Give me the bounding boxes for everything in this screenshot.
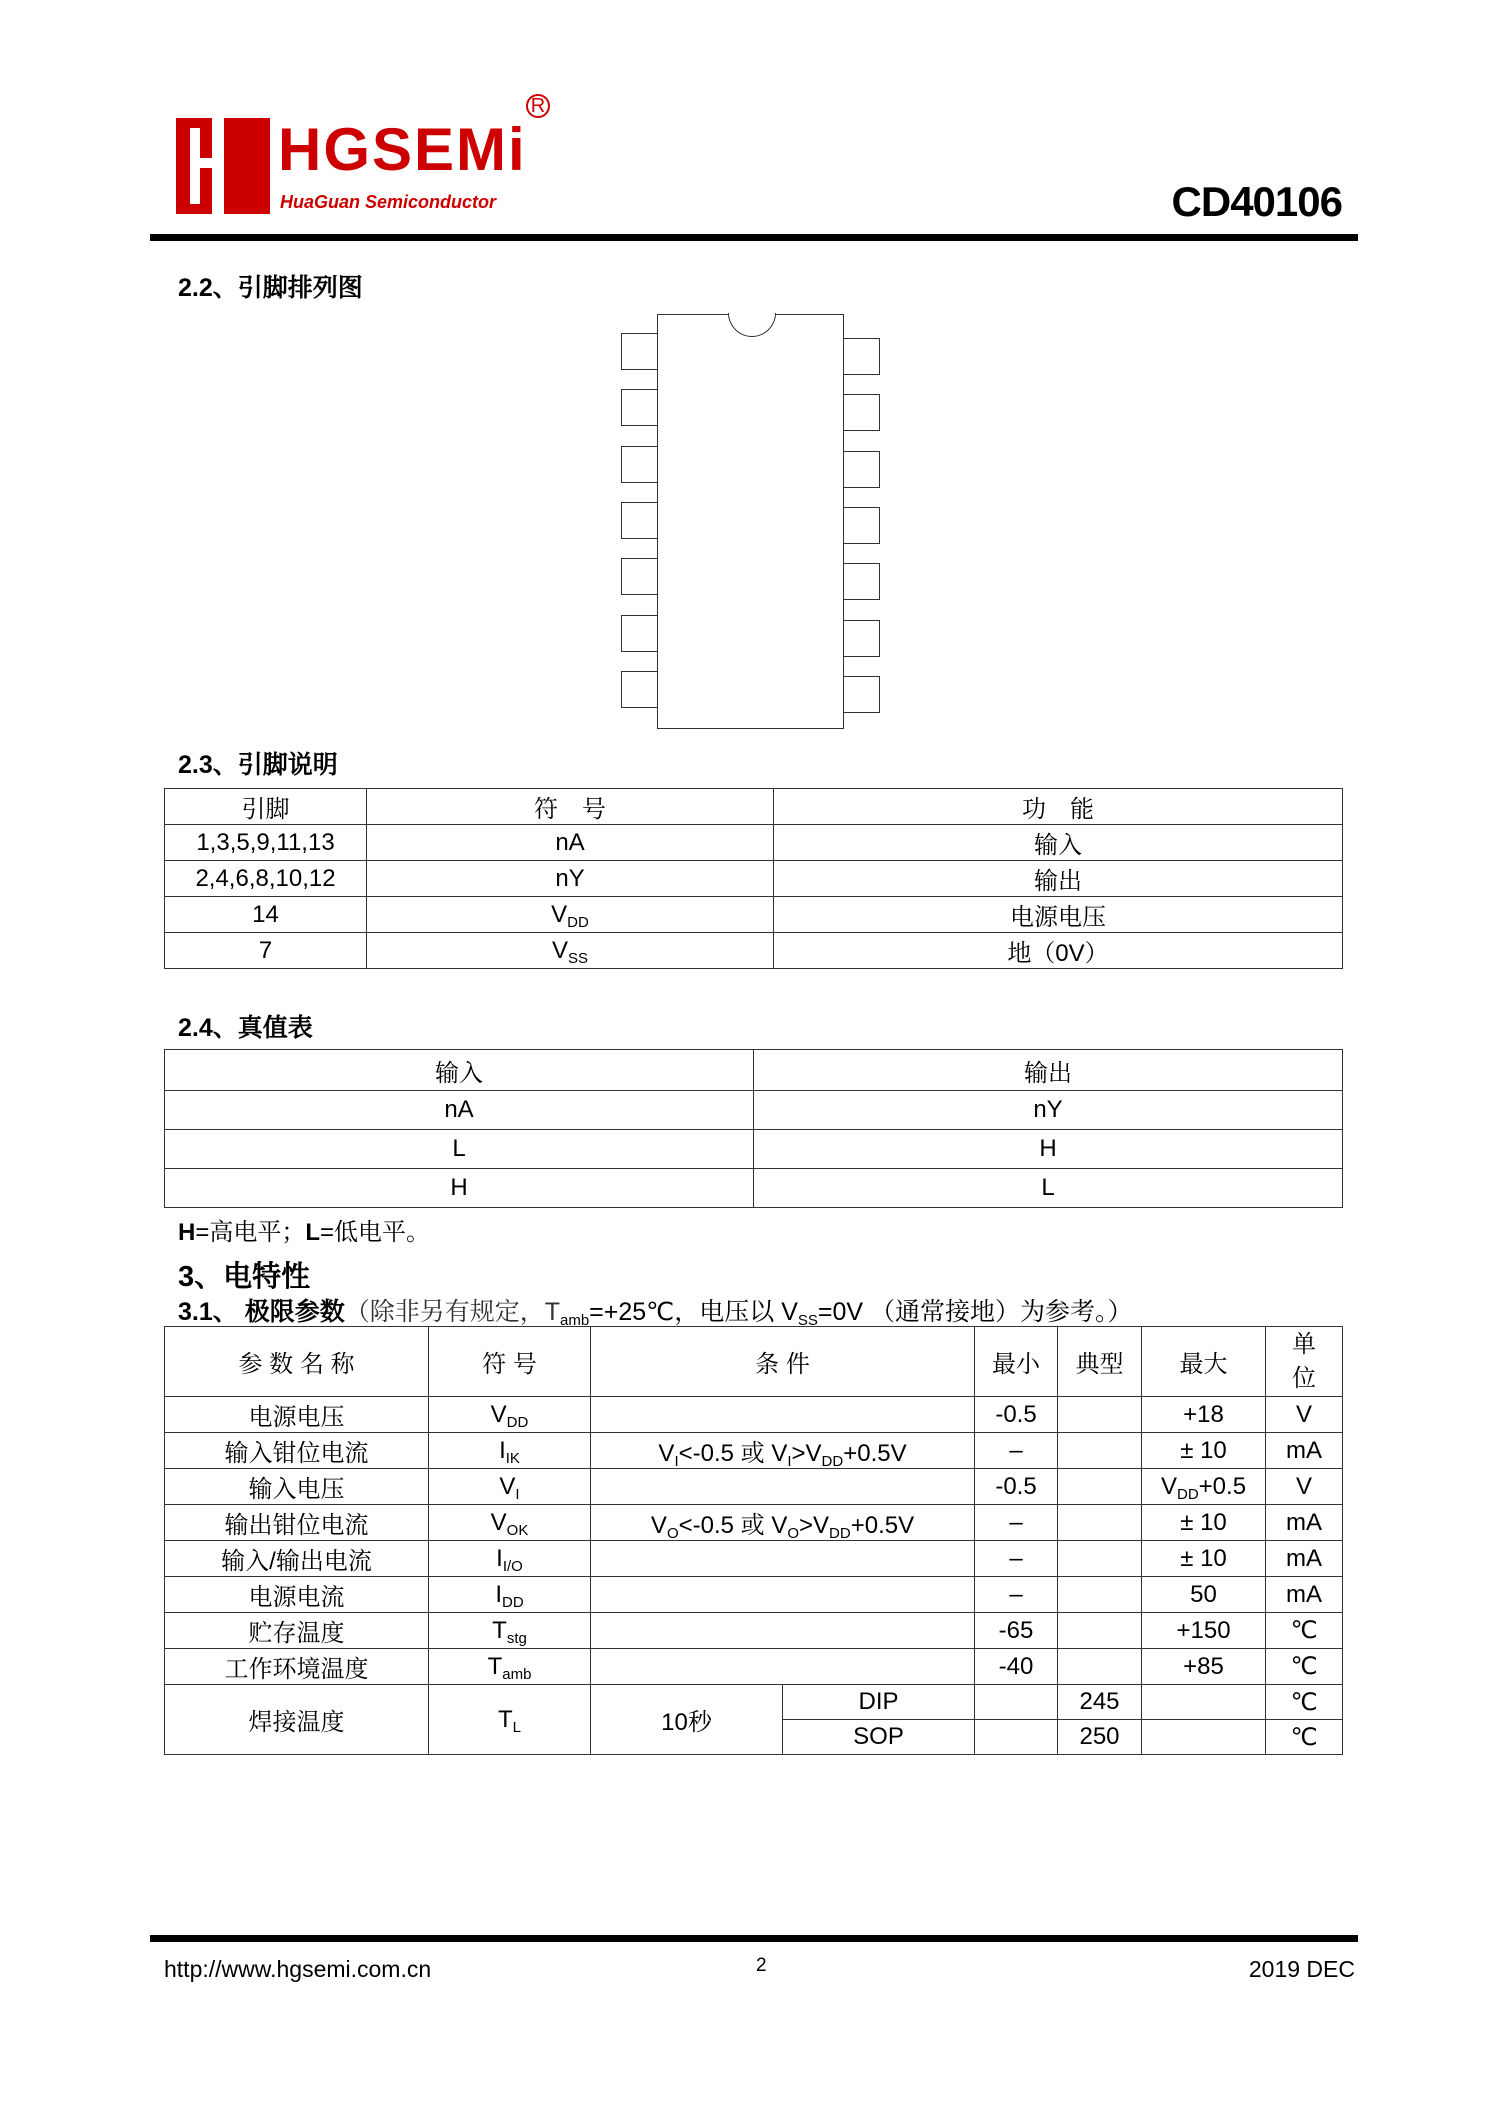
subscript: I <box>787 1453 792 1470</box>
function-cell: 电源电压 <box>774 897 1343 933</box>
output-cell: H <box>754 1130 1343 1169</box>
subscript: IK <box>505 1449 520 1467</box>
note-h: H <box>178 1219 196 1246</box>
symbol: nA <box>555 828 585 856</box>
min-cell: -40 <box>975 1649 1058 1685</box>
page-number: 2 <box>756 1955 767 1976</box>
function-cell: 地（0V） <box>774 933 1343 969</box>
condition-cell <box>591 1613 975 1649</box>
symbol-subscript: DD <box>567 913 589 931</box>
max-cell: ± 10 <box>1142 1541 1266 1577</box>
param-name: 输入电压 <box>165 1469 429 1505</box>
symbol-cell <box>429 1613 591 1649</box>
subscript: O <box>666 1525 679 1542</box>
registered-mark-icon: R <box>526 94 550 118</box>
footer-date: 2019 DEC <box>1248 1956 1355 1982</box>
logo-subtitle: HuaGuan Semiconductor <box>280 192 497 212</box>
min-cell: -0.5 <box>975 1397 1058 1433</box>
table-row <box>165 1397 1343 1433</box>
param-name: 输入钳位电流 <box>165 1433 429 1469</box>
table-row <box>165 1169 1343 1208</box>
unit-cell: ℃ <box>1266 1720 1343 1755</box>
condition-cell: 10秒 <box>591 1685 783 1755</box>
truth-table-note <box>178 1212 430 1247</box>
unit-cell: mA <box>1266 1433 1343 1469</box>
symbol: V <box>490 1400 507 1428</box>
logo-mark-icon <box>176 118 270 214</box>
package-cell: SOP <box>783 1720 975 1755</box>
absolute-max-ratings-table <box>164 1326 1343 1755</box>
header-cell: 参 数 名 称 <box>165 1327 429 1397</box>
table-row <box>165 1505 1343 1541</box>
footer-url[interactable]: http://www.hgsemi.com.cn <box>164 1956 432 1982</box>
symbol-cell <box>367 825 774 861</box>
pin-5 <box>621 558 658 595</box>
param-name: 输出钳位电流 <box>165 1505 429 1541</box>
unit-cell: ℃ <box>1266 1685 1343 1720</box>
pins-cell: 14 <box>165 897 367 933</box>
header-cell: 符 号 <box>429 1327 591 1397</box>
header-divider <box>150 234 1358 241</box>
table-row <box>165 1433 1343 1469</box>
param-name: 电源电流 <box>165 1577 429 1613</box>
unit-cell: ℃ <box>1266 1613 1343 1649</box>
condition-cell <box>591 1505 975 1541</box>
min-cell: -65 <box>975 1613 1058 1649</box>
function-cell: 输出 <box>774 861 1343 897</box>
subscript: O <box>787 1525 799 1542</box>
pin-11 <box>843 507 880 544</box>
section-2-3-title: 2.3、引脚说明 <box>178 751 338 779</box>
typ-cell: 245 <box>1058 1685 1142 1720</box>
subscript: I <box>515 1485 520 1503</box>
max-cell: +85 <box>1142 1649 1266 1685</box>
unit-cell: mA <box>1266 1541 1343 1577</box>
pin-8 <box>843 676 880 713</box>
note-l: L <box>305 1219 321 1246</box>
symbol: V <box>499 1472 516 1500</box>
header-cell: 引脚 <box>165 789 367 825</box>
input-cell: nA <box>165 1091 754 1130</box>
footer-divider <box>150 1935 1358 1942</box>
table-row <box>165 1130 1343 1169</box>
pin-3 <box>621 446 658 483</box>
header-cell: 单位 <box>1266 1327 1343 1397</box>
table-row <box>165 825 1343 861</box>
cond-part: <-0.5 或 V <box>678 1512 788 1539</box>
max-cell <box>1142 1720 1266 1755</box>
header-cell: 功 能 <box>774 789 1343 825</box>
typ-cell <box>1058 1433 1142 1469</box>
typ-cell <box>1058 1577 1142 1613</box>
table-row <box>165 1469 1343 1505</box>
symbol: V <box>551 900 568 928</box>
table-row <box>165 1091 1343 1130</box>
output-cell: nY <box>754 1091 1343 1130</box>
condition-cell <box>591 1649 975 1685</box>
pin-1 <box>621 333 658 370</box>
symbol: T <box>497 1705 513 1733</box>
symbol: T <box>492 1616 507 1644</box>
subscript: L <box>512 1718 521 1736</box>
section-3-title: 3、电特性 <box>178 1261 311 1293</box>
typ-cell <box>1058 1505 1142 1541</box>
pin-description-table <box>164 788 1343 969</box>
pin-6 <box>621 615 658 652</box>
cond-part: V <box>650 1512 667 1539</box>
subscript: amb <box>502 1665 532 1683</box>
max-part: +0.5 <box>1198 1472 1247 1500</box>
condition-text: （除非另有规定，T <box>344 1298 560 1326</box>
package-cell: DIP <box>783 1685 975 1720</box>
max-cell: ± 10 <box>1142 1505 1266 1541</box>
subscript: I/O <box>502 1557 523 1575</box>
symbol-cell <box>429 1433 591 1469</box>
logo-text: HGSEMi <box>278 116 527 183</box>
symbol-cell <box>429 1397 591 1433</box>
subscript: SS <box>797 1312 818 1329</box>
pin-7 <box>621 671 658 708</box>
hgsemi-logo <box>174 94 550 216</box>
subscript: I <box>674 1453 679 1470</box>
output-cell: L <box>754 1169 1343 1208</box>
subscript: stg <box>506 1629 527 1647</box>
min-cell: – <box>975 1577 1058 1613</box>
typ-cell <box>1058 1397 1142 1433</box>
cond-part: V <box>658 1440 675 1467</box>
typ-cell <box>1058 1613 1142 1649</box>
unit-cell: V <box>1266 1397 1343 1433</box>
table-row <box>165 897 1343 933</box>
symbol-cell <box>429 1505 591 1541</box>
min-cell <box>975 1720 1058 1755</box>
condition-cell <box>591 1541 975 1577</box>
table-row <box>165 1577 1343 1613</box>
section-3-1-title: 3.1、 极限参数 <box>178 1298 345 1326</box>
symbol-cell <box>367 933 774 969</box>
table-row <box>165 933 1343 969</box>
min-cell: – <box>975 1541 1058 1577</box>
unit-cell: V <box>1266 1469 1343 1505</box>
table-row <box>165 1541 1343 1577</box>
max-cell <box>1142 1685 1266 1720</box>
header-cell: 典型 <box>1058 1327 1142 1397</box>
symbol-cell <box>367 861 774 897</box>
cond-part: <-0.5 或 V <box>678 1440 788 1467</box>
table-row <box>165 1685 1343 1720</box>
function-cell: 输入 <box>774 825 1343 861</box>
max-cell <box>1142 1469 1266 1505</box>
subscript: OK <box>506 1521 529 1539</box>
subscript: amb <box>559 1312 590 1329</box>
unit-cell: ℃ <box>1266 1649 1343 1685</box>
section-3-1-title-line <box>178 1292 1133 1328</box>
min-cell: – <box>975 1505 1058 1541</box>
table-header-row <box>165 1327 1343 1397</box>
condition-text: =0V （通常接地）为参考。） <box>817 1298 1133 1326</box>
symbol-cell <box>429 1541 591 1577</box>
pins-cell: 7 <box>165 933 367 969</box>
symbol: I <box>496 1544 503 1572</box>
symbol: nY <box>555 864 585 892</box>
unit-cell: mA <box>1266 1505 1343 1541</box>
condition-cell <box>591 1577 975 1613</box>
min-cell: -0.5 <box>975 1469 1058 1505</box>
symbol-subscript: SS <box>568 949 589 967</box>
table-row <box>165 861 1343 897</box>
param-name: 焊接温度 <box>165 1685 429 1755</box>
table-header-row <box>165 1050 1343 1091</box>
pin-14 <box>843 338 880 375</box>
header-cell: 输出 <box>754 1050 1343 1091</box>
cond-part: +0.5V <box>843 1440 907 1467</box>
param-name: 电源电压 <box>165 1397 429 1433</box>
symbol-cell <box>429 1577 591 1613</box>
max-cell: +150 <box>1142 1613 1266 1649</box>
max-cell: ± 10 <box>1142 1433 1266 1469</box>
cond-part: >V <box>799 1512 830 1539</box>
typ-cell <box>1058 1541 1142 1577</box>
header-cell: 输入 <box>165 1050 754 1091</box>
pin-10 <box>843 563 880 600</box>
condition-text: =+25℃，电压以 V <box>589 1298 798 1326</box>
min-cell: – <box>975 1433 1058 1469</box>
symbol: I <box>495 1580 502 1608</box>
table-row <box>165 1649 1343 1685</box>
pins-cell: 2,4,6,8,10,12 <box>165 861 367 897</box>
header-cell: 符 号 <box>367 789 774 825</box>
pin-2 <box>621 389 658 426</box>
param-name: 贮存温度 <box>165 1613 429 1649</box>
input-cell: L <box>165 1130 754 1169</box>
pin-12 <box>843 451 880 488</box>
part-number: CD40106 <box>1171 178 1342 225</box>
typ-cell <box>1058 1649 1142 1685</box>
subscript: DD <box>829 1525 851 1542</box>
input-cell: H <box>165 1169 754 1208</box>
param-name: 工作环境温度 <box>165 1649 429 1685</box>
section-2-2-title: 2.2、引脚排列图 <box>178 274 363 302</box>
symbol-cell <box>429 1685 591 1755</box>
max-part: V <box>1160 1472 1177 1500</box>
header-cell: 条 件 <box>591 1327 975 1397</box>
unit-cell: mA <box>1266 1577 1343 1613</box>
cond-part: >V <box>791 1440 822 1467</box>
header-cell: 最小 <box>975 1327 1058 1397</box>
symbol: T <box>487 1652 503 1680</box>
symbol: V <box>551 936 568 964</box>
truth-table <box>164 1049 1343 1208</box>
section-2-4-title: 2.4、真值表 <box>178 1014 313 1042</box>
table-header-row <box>165 789 1343 825</box>
min-cell <box>975 1685 1058 1720</box>
symbol: V <box>490 1508 507 1536</box>
symbol-cell <box>429 1469 591 1505</box>
header-cell: 最大 <box>1142 1327 1266 1397</box>
condition-cell <box>591 1397 975 1433</box>
symbol-cell <box>429 1649 591 1685</box>
pin-4 <box>621 502 658 539</box>
subscript: DD <box>1176 1485 1199 1503</box>
cond-part: +0.5V <box>850 1512 915 1539</box>
max-cell: 50 <box>1142 1577 1266 1613</box>
symbol-cell <box>367 897 774 933</box>
ic-package-body <box>657 314 844 729</box>
subscript: DD <box>821 1453 844 1470</box>
max-cell: +18 <box>1142 1397 1266 1433</box>
note-l-text: =低电平。 <box>320 1219 431 1246</box>
subscript: DD <box>502 1593 524 1611</box>
subscript: DD <box>506 1413 529 1431</box>
pin-9 <box>843 620 880 657</box>
symbol: I <box>499 1436 506 1464</box>
pins-cell: 1,3,5,9,11,13 <box>165 825 367 861</box>
condition-cell <box>591 1469 975 1505</box>
note-h-text: =高电平； <box>195 1219 306 1246</box>
typ-cell <box>1058 1469 1142 1505</box>
condition-cell <box>591 1433 975 1469</box>
table-row <box>165 1613 1343 1649</box>
pin-13 <box>843 394 880 431</box>
param-name: 输入/输出电流 <box>165 1541 429 1577</box>
typ-cell: 250 <box>1058 1720 1142 1755</box>
